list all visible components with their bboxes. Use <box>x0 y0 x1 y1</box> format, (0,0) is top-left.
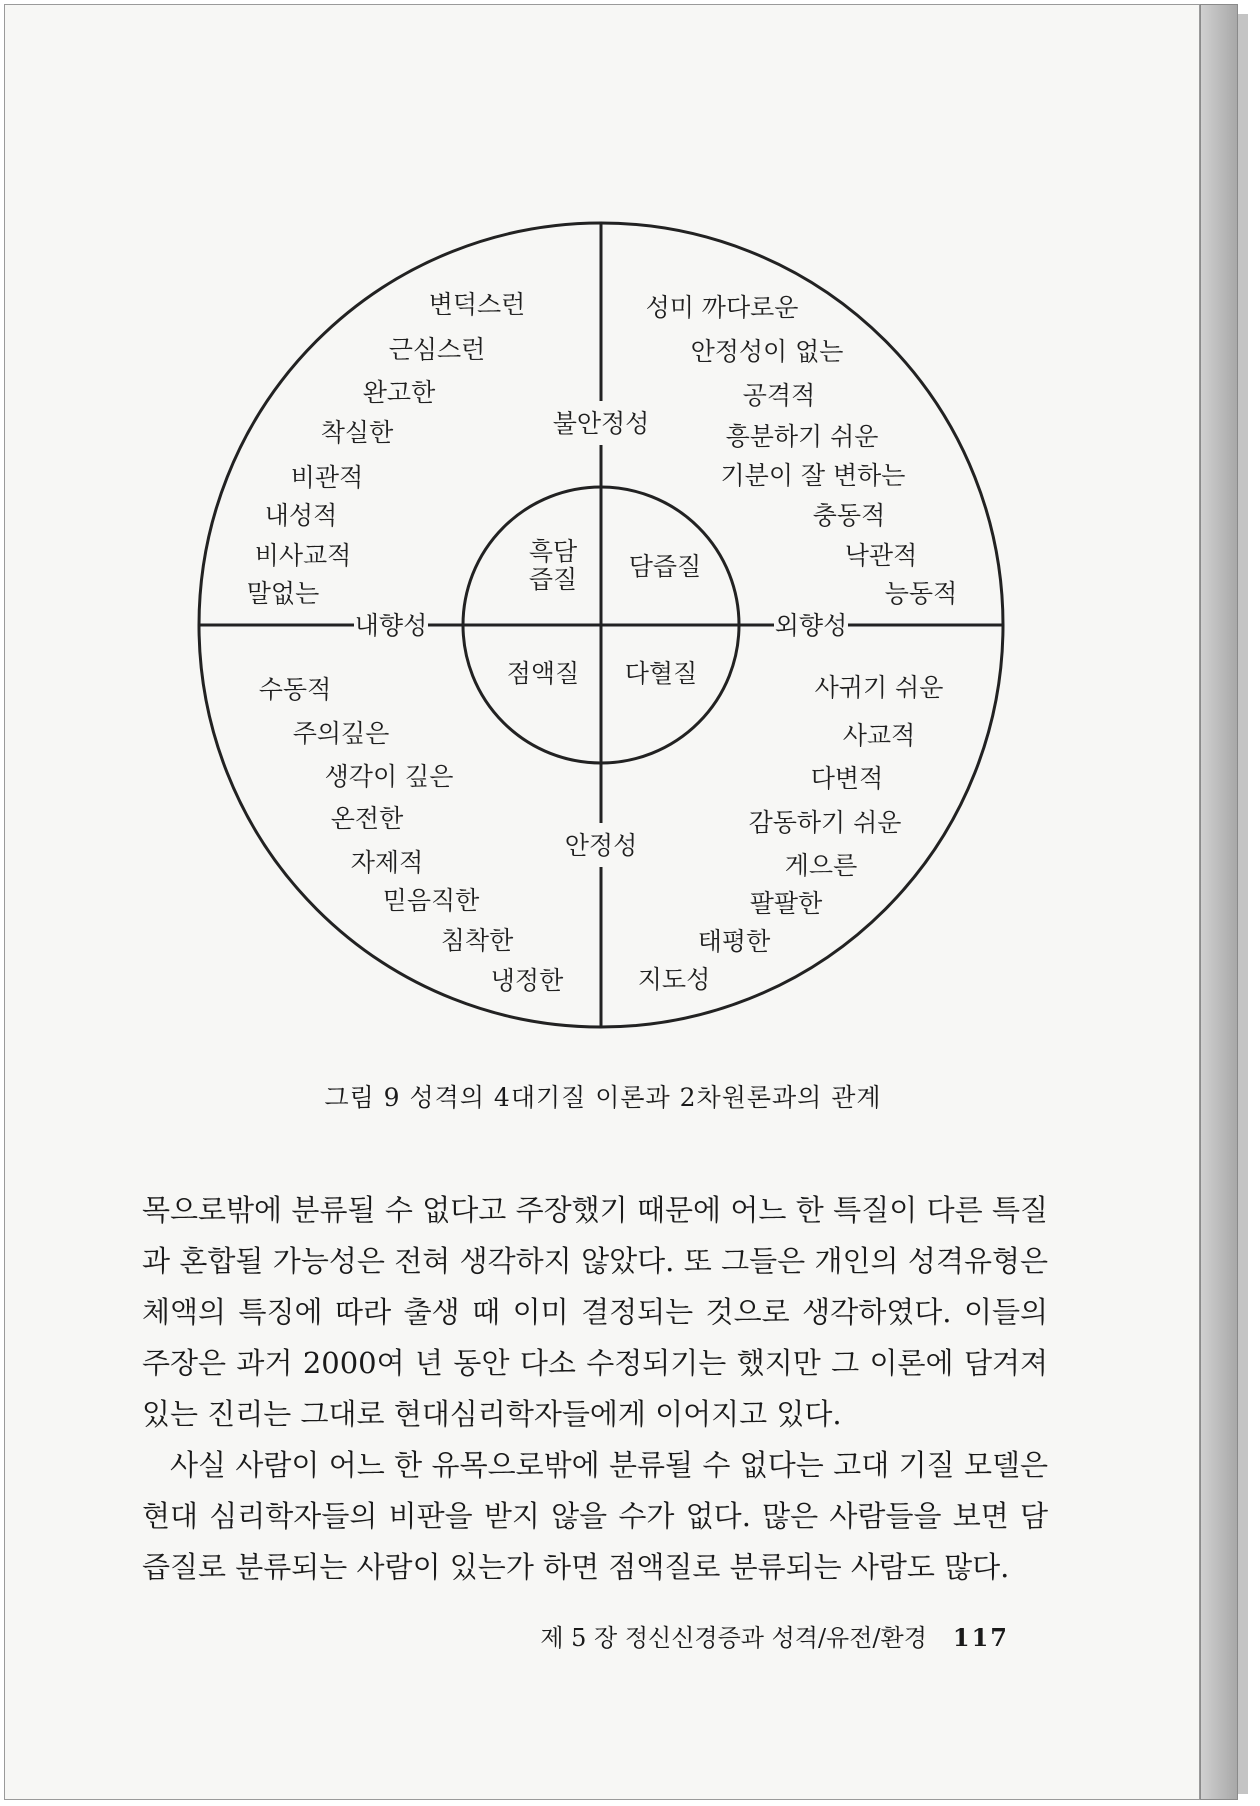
trait-label: 침착한 <box>440 926 514 955</box>
trait-label: 근심스런 <box>388 335 486 364</box>
trait-label: 냉정한 <box>490 966 564 995</box>
temperament-diagram <box>5 5 1201 1065</box>
page-footer <box>540 1618 1009 1653</box>
trait-label: 내성적 <box>264 501 338 530</box>
axis-label-unstable: 불안정성 <box>552 409 650 438</box>
axis-label-introvert: 내향성 <box>354 611 428 640</box>
trait-label: 게으른 <box>784 851 858 880</box>
trait-label: 다변적 <box>810 764 884 793</box>
trait-label: 공격적 <box>742 381 816 410</box>
page-stack-edge <box>1200 4 1238 1800</box>
temperament-melancholic-line1: 흑담 <box>528 537 578 566</box>
trait-label: 안정성이 없는 <box>690 337 844 366</box>
trait-label: 충동적 <box>812 501 886 530</box>
trait-label: 자제적 <box>350 848 424 877</box>
trait-label: 변덕스런 <box>428 290 526 319</box>
book-page <box>4 4 1200 1800</box>
trait-label: 비관적 <box>290 463 364 492</box>
trait-label: 완고한 <box>362 378 436 407</box>
trait-label: 기분이 잘 변하는 <box>720 461 906 490</box>
trait-label: 낙관적 <box>844 541 918 570</box>
trait-label: 믿음직한 <box>382 886 480 915</box>
trait-label: 비사교적 <box>254 541 352 570</box>
trait-label: 사귀기 쉬운 <box>814 673 944 702</box>
trait-label: 성미 까다로운 <box>645 293 799 322</box>
temperament-sanguine: 다혈질 <box>624 659 698 688</box>
trait-label: 팔팔한 <box>749 889 823 918</box>
trait-label: 태평한 <box>697 927 771 956</box>
trait-label: 사교적 <box>842 721 916 750</box>
trait-label: 수동적 <box>258 675 332 704</box>
temperament-phlegmatic: 점액질 <box>506 659 580 688</box>
trait-label: 말없는 <box>246 579 320 608</box>
trait-label: 온전한 <box>330 804 404 833</box>
paragraph-2: 사실 사람이 어느 한 유목으로밖에 분류될 수 없다는 고대 기질 모델은 현대 심리학자들의 비판을 받지 않을 수가 없다. 많은 사람들을 보면 담즙질로 분류되는 사람이 있는가 하면 점액질로 분류되는 사람도 많다. <box>142 1448 1048 1584</box>
page-shadow <box>1238 14 1248 1794</box>
axis-label-stable: 안정성 <box>564 831 638 860</box>
trait-label: 감동하기 쉬운 <box>748 808 902 837</box>
body-text <box>142 1185 1048 1593</box>
trait-label: 흥분하기 쉬운 <box>725 422 879 451</box>
trait-label: 착실한 <box>320 418 394 447</box>
paragraph-1: 목으로밖에 분류될 수 없다고 주장했기 때문에 어느 한 특질이 다른 특질과 혼합될 가능성은 전혀 생각하지 않았다. 또 그들은 개인의 성격유형은 체액의 특징에 따라 출생 때 이미 결정되는 것으로 생각하였다. 이들의 주장은 과거 2000여 년 동안 다소 수정되기는 했지만 그 이론에 담겨져 있는 진리는 그대로 현대심리학자들에게 이어지고 있다. <box>142 1193 1048 1431</box>
trait-label: 생각이 깊은 <box>324 762 454 791</box>
page-number: 117 <box>952 1623 1009 1652</box>
temperament-choleric: 담즙질 <box>628 552 702 581</box>
trait-label: 능동적 <box>884 579 958 608</box>
chapter-title: 제 5 장 정신신경증과 성격/유전/환경 <box>540 1624 927 1652</box>
trait-label: 지도성 <box>637 965 711 994</box>
figure-caption: 그림 9 성격의 4대기질 이론과 2차원론과의 관계 <box>324 1083 882 1112</box>
temperament-melancholic-line2: 즙질 <box>528 565 578 594</box>
trait-label: 주의깊은 <box>292 719 390 748</box>
axis-label-extrovert: 외향성 <box>774 611 848 640</box>
